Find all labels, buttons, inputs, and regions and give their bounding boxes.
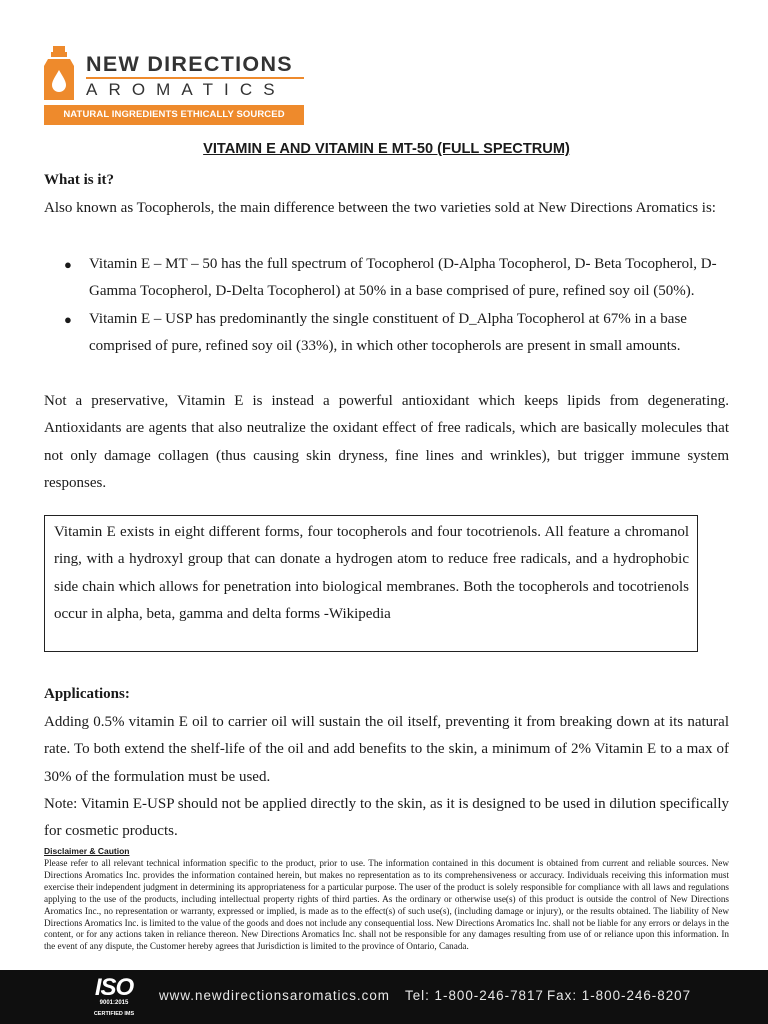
applications-paragraph: Adding 0.5% vitamin E oil to carrier oil will sustain the oil itself, preventing it from breaking down at its natural rate. To both extend the shelf-life of the oil and add benefits to the skin, a minimum of 2% Vitamin E to a max of 30% of the formulation must be used. [44,714,729,785]
applications-heading: Applications: [44,686,130,702]
disclaimer-body: Please refer to all relevant technical information specific to the product, prior to use. The information contained in this document is obtained from current and reliable sources. New Directions Aromatics Inc. provides the information contained herein, but makes no representation as to its comprehensiveness or accuracy. Individuals receiving this information must exercise their independent judgment in determining its appropriateness for a particular purpose. The user of the product is solely responsible for compliance with all laws and regulations applying to the use of the products, including intellectual property rights of third parties. As the ordinary or otherwise use(s) of this product is outside the control of New Directions Aromatics Inc., no representation or warranty, expressed or implied, is made as to the effect(s) of such use(s), (including damage or injury), or the results obtained. The liability of New Directions Aromatics Inc. is limited to the value of the goods and does not include any consequential loss. New Directions Aromatics Inc. shall not be liable for any errors or delays in the content, or for any actions taken in reliance thereon. New Directions Aromatics Inc. shall not be responsible for any damages resulting from use of or reliance upon this information. In the event of any dispute, the Customer hereby agrees that Jurisdiction is limited to the province of Ontario, Canada. [44,858,729,952]
bottle-drop-logo-icon [44,46,74,100]
list-item [64,251,729,306]
footer-website-link[interactable]: www.newdirectionsaromatics.com [159,988,390,1003]
wikipedia-quote-box: Vitamin E exists in eight different forms, four tocopherols and four tocotrienols. All feature a chromanol ring, with a hydroxyl group that can donate a hydrogen atom to reduce free radicals, and a hydrophobic side chain which allows for penetration into biological membranes. Both the tocopherols and tocotrienols occur in alpha, beta, gamma and delta forms -Wikipedia [44,515,698,652]
brand-name-line1: NEW DIRECTIONS [86,52,293,76]
disclaimer-heading: Disclaimer & Caution [44,846,130,856]
list-item-text: Vitamin E – USP has predominantly the single constituent of D_Alpha Tocopherol at 67% in a base comprised of pure, refined soy oil (33%), in which other tocopherols are present in small amounts. [89,310,687,354]
list-item [64,306,729,361]
footer-telephone: Tel: 1-800-246-7817 [405,988,544,1003]
list-item-text: Vitamin E – MT – 50 has the full spectrum of Tocopherol (D-Alpha Tocopherol, D- Beta Tocopherol, D-Gamma Tocopherol, D-Delta Tocopherol) at 50% in a base comprised of pure, refined soy oil (50%). [89,256,717,300]
iso-mark: ISO [94,974,134,1001]
brand-tagline: NATURAL INGREDIENTS ETHICALLY SOURCED [44,105,304,125]
intro-paragraph: Also known as Tocopherols, the main difference between the two varieties sold at New Directions Aromatics is: [44,200,716,216]
what-is-it-heading: What is it? [44,172,115,188]
bullet-icon: ● [64,311,72,327]
note-paragraph: Note: Vitamin E-USP should not be applied directly to the skin, as it is designed to be used in dilution specifically for cosmetic products. [44,796,729,840]
iso-certification-badge [89,975,139,1021]
document-title: VITAMIN E AND VITAMIN E MT-50 (FULL SPECTRUM) [203,141,570,157]
variety-list [64,251,729,360]
bullet-icon: ● [64,257,72,272]
brand-divider [86,77,304,79]
iso-label: CERTIFIED IMS [93,1011,135,1017]
brand-name-line2: AROMATICS [86,80,286,99]
footer-fax: Fax: 1-800-246-8207 [547,988,692,1003]
iso-number: 9001:2015 [99,1000,129,1006]
preservative-paragraph: Not a preservative, Vitamin E is instead a powerful antioxidant which keeps lipids from degenerating. Antioxidants are agents that also neutralize the oxidant effect of free radicals, which are basically molecules that not only damage collagen (thus causing skin dryness, fine lines and wrinkles), but trigger immune system responses. [44,393,729,491]
